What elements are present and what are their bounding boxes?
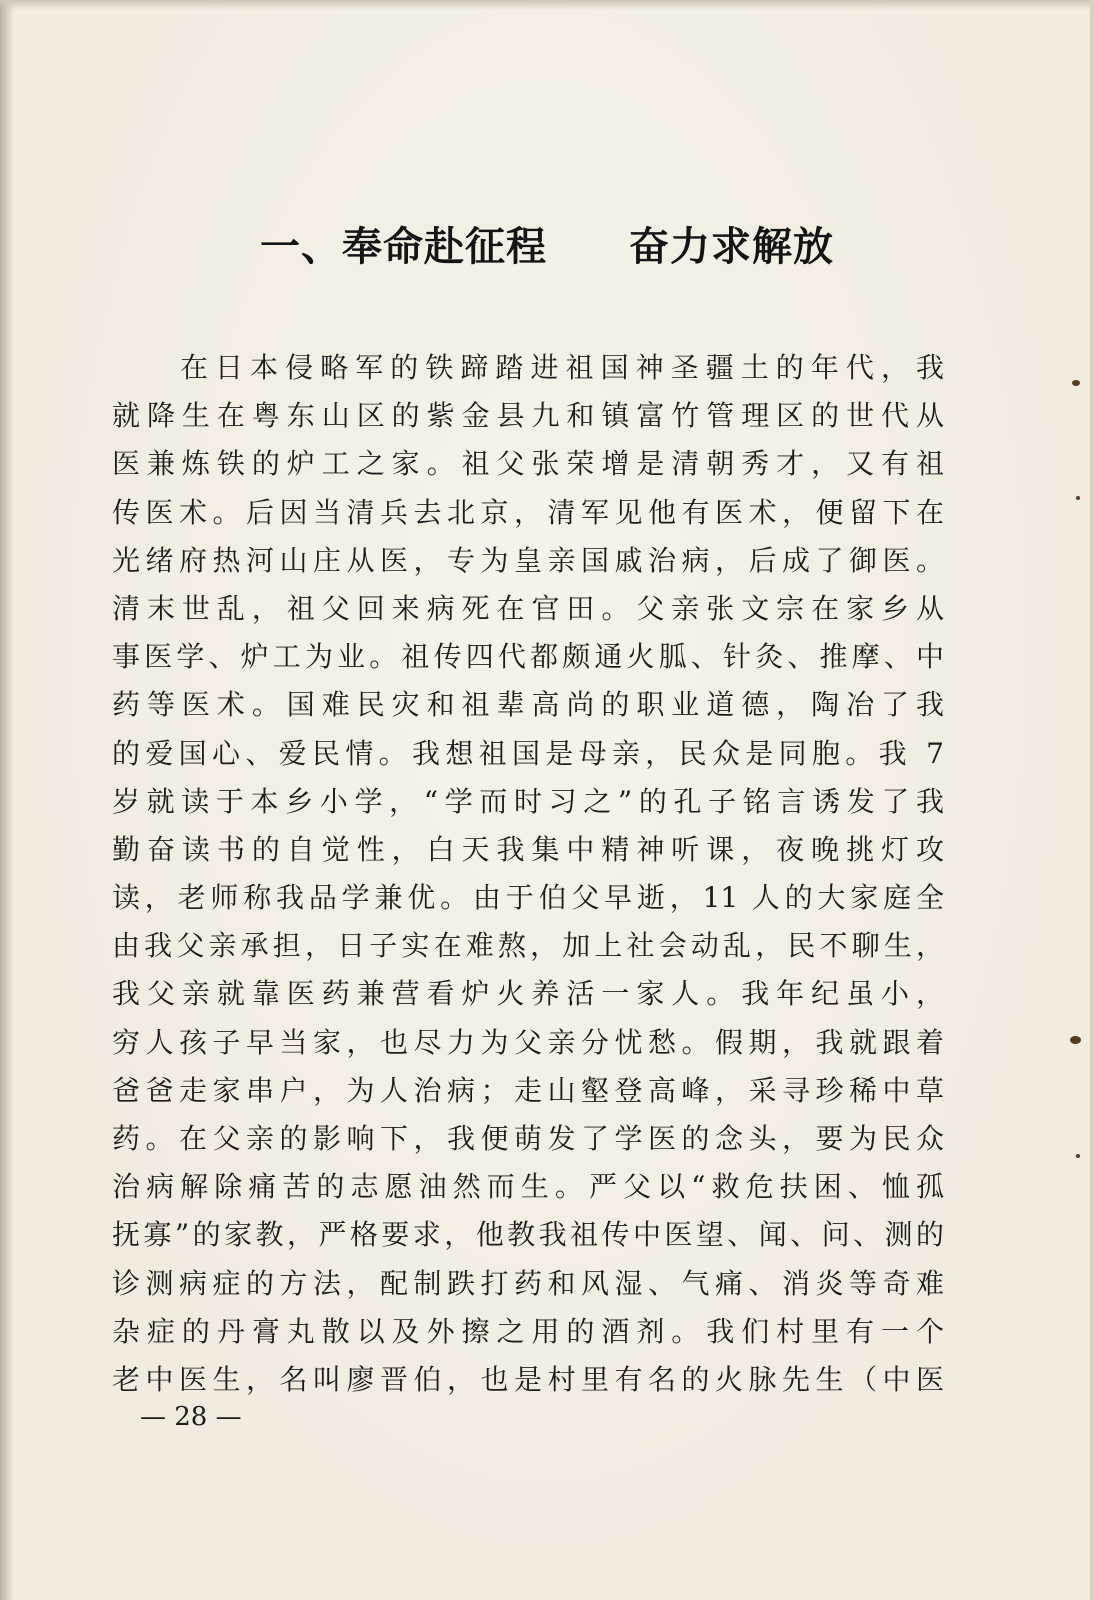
body-paragraph	[112, 344, 944, 1404]
text-line: 药等医术。国难民灾和祖辈高尚的职业道德，陶冶了我	[112, 688, 944, 722]
text-line: 传医术。后因当清兵去北京，清军见他有医术，便留下在	[112, 495, 944, 529]
text-line: 由我父亲承担，日子实在难熬，加上社会动乱，民不聊生，	[112, 929, 944, 963]
page-number: — 28 —	[140, 1402, 242, 1432]
text-line: 读，老师称我品学兼优。由于伯父早逝，11 人的大家庭全	[112, 881, 944, 915]
text-line: 抚寡”的家教，严格要求，他教我祖传中医望、闻、问、测的	[112, 1218, 944, 1252]
text-line: 杂症的丹膏丸散以及外擦之用的酒剂。我们村里有一个	[112, 1314, 944, 1348]
text-line: 的爱国心、爱民情。我想祖国是母亲，民众是同胞。我 7	[112, 736, 944, 770]
text-line: 药。在父亲的影响下，我便萌发了学医的念头，要为民众	[112, 1122, 944, 1155]
ink-speck	[1076, 1154, 1080, 1158]
text-line: 岁就读于本乡小学，“学而时习之”的孔子铭言诱发了我	[112, 784, 944, 818]
text-line: 我父亲就靠医药兼营看炉火养活一家人。我年纪虽小，	[112, 977, 944, 1011]
text-line: 勤奋读书的自觉性，白天我集中精神听课，夜晚挑灯攻	[112, 832, 944, 866]
text-line: 清末世乱，祖父回来病死在官田。父亲张文宗在家乡从	[112, 591, 944, 625]
text-line: 穷人孩子早当家，也尽力为父亲分忧愁。假期，我就跟着	[112, 1025, 944, 1059]
text-line: 医兼炼铁的炉工之家。祖父张荣增是清朝秀才，又有祖	[112, 447, 944, 481]
text-line: 爸爸走家串户，为人治病；走山壑登高峰，采寻珍稀中草	[112, 1073, 944, 1107]
text-line: 治病解除痛苦的志愿油然而生。严父以“救危扶困、恤孤	[112, 1170, 944, 1204]
text-line: 光绪府热河山庄从医，专为皇亲国戚治病，后成了御医。	[112, 543, 944, 577]
ink-speck	[1070, 1036, 1081, 1044]
text-line: 在日本侵略军的铁蹄踏进祖国神圣疆土的年代，我	[180, 351, 944, 384]
text-line: 诊测病症的方法，配制跌打药和风湿、气痛、消炎等奇难	[112, 1266, 944, 1300]
text-line: 就降生在粤东山区的紫金县九和镇富竹管理区的世代从	[112, 399, 944, 433]
ink-speck	[1076, 496, 1080, 500]
chapter-title: 一、奉命赴征程 奋力求解放	[260, 223, 834, 270]
text-line: 事医学、炉工为业。祖传四代都颇通火胍、针灸、推摩、中	[112, 640, 944, 674]
page-top-edge-shadow	[0, 0, 1094, 10]
text-line: 老中医生，名叫廖晋伯，也是村里有名的火脉先生（中医	[112, 1362, 944, 1396]
ink-speck	[1072, 380, 1080, 386]
